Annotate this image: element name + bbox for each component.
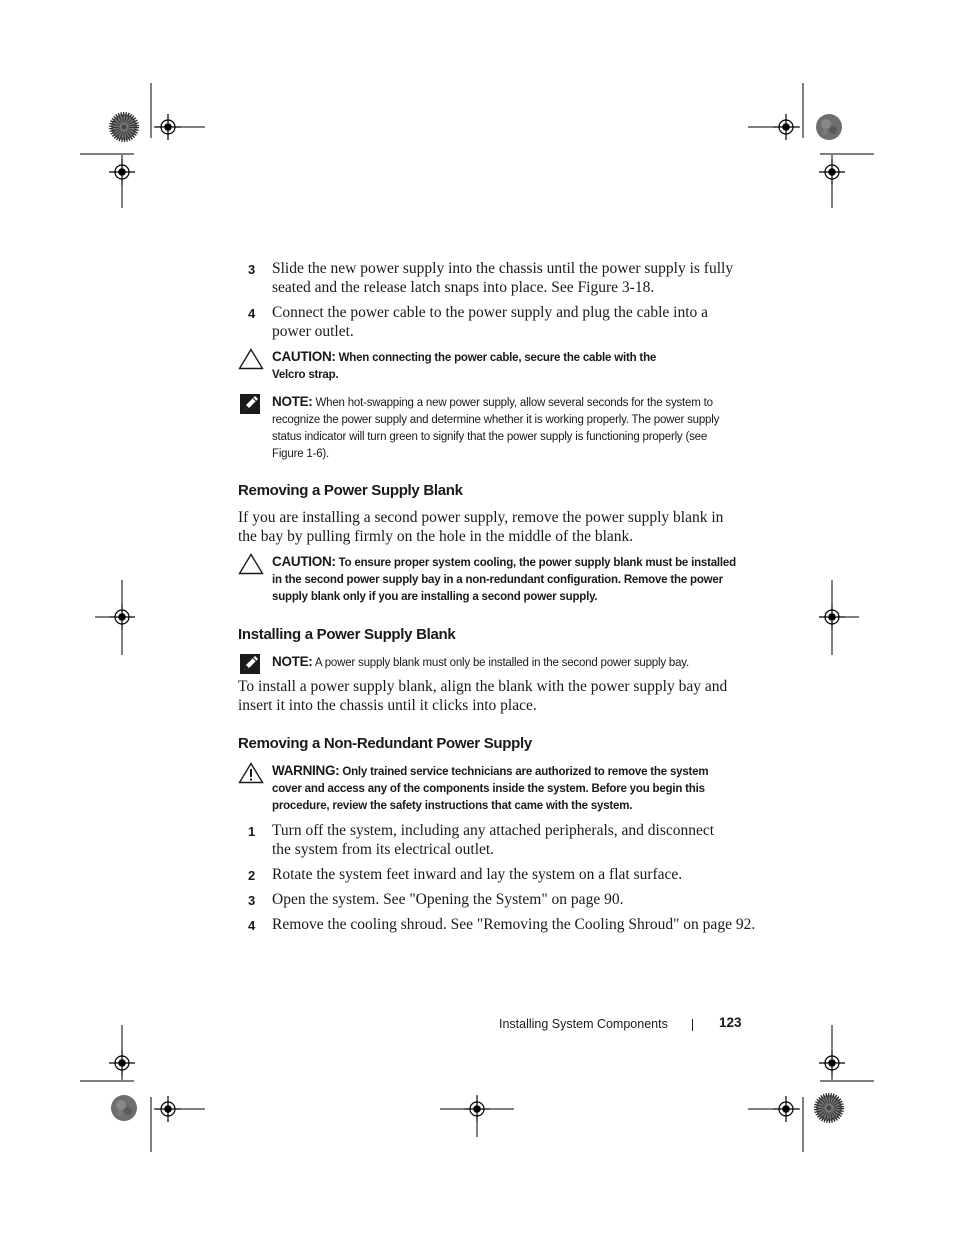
caution-triangle-icon: [238, 553, 264, 575]
registration-target-icon: [819, 1050, 845, 1076]
warning-label: WARNING:: [272, 763, 340, 778]
step-item: [248, 890, 748, 909]
registration-target-icon: [155, 1096, 181, 1122]
registration-target-icon: [155, 114, 181, 140]
note-body: [272, 393, 740, 463]
note-text: A power supply blank must only be installed in the second power supply bay.: [314, 657, 689, 669]
registration-target-icon: [109, 604, 135, 630]
caution-label: CAUTION:: [272, 349, 336, 364]
registration-target-icon: [819, 159, 845, 185]
section-heading: Removing a Power Supply Blank: [238, 482, 463, 499]
step-item: [248, 915, 756, 934]
registration-star-icon: [111, 114, 137, 140]
step-item: [248, 865, 748, 884]
caution-body: [272, 553, 740, 606]
caution-triangle-icon: [238, 348, 264, 370]
warning-notice: [238, 762, 748, 815]
step-number: 1: [248, 824, 256, 839]
caution-body: [272, 348, 692, 384]
step-number: 4: [248, 306, 256, 321]
registration-target-icon: [819, 604, 845, 630]
registration-target-icon: [464, 1096, 490, 1122]
section-heading: Installing a Power Supply Blank: [238, 626, 456, 643]
section-paragraph: If you are installing a second power supply, remove the power supply blank in the bay by pulling firmly on the hole in the middle of the blank.: [238, 509, 724, 545]
registration-target-icon: [773, 114, 799, 140]
step-item: [248, 259, 748, 297]
step-text: Slide the new power supply into the chassis until the power supply is fully seated and the release latch snaps into place. See Figure 3-18.: [272, 260, 734, 296]
footer-page-number: 123: [719, 1015, 742, 1030]
step-item: [248, 303, 748, 341]
step-item: [248, 821, 748, 859]
note-notice: [238, 653, 748, 672]
step-text: Connect the power cable to the power supply and plug the cable into a power outlet.: [272, 304, 709, 340]
step-text: Open the system. See "Opening the System" on page 90.: [272, 891, 624, 908]
section-paragraph: To install a power supply blank, align the blank with the power supply bay and insert it into the chassis until it clicks into place.: [238, 678, 728, 714]
note-notice: [238, 393, 748, 463]
warning-triangle-icon: [238, 762, 264, 784]
section-heading: Removing a Non-Redundant Power Supply: [238, 735, 532, 752]
registration-target-icon: [109, 159, 135, 185]
note-pencil-icon: [238, 653, 264, 675]
registration-gray-icon: [816, 114, 842, 140]
step-text: Rotate the system feet inward and lay the system on a flat surface.: [272, 866, 683, 883]
step-number: 3: [248, 893, 256, 908]
note-label: NOTE:: [272, 654, 313, 669]
caution-text: To ensure proper system cooling, the power supply blank must be installed in the second power supply bay in a non-redundant configuration. Remove the power supply blank only if you are installing a second power supply.: [272, 557, 736, 603]
footer-chapter-title: Installing System Components: [499, 1017, 668, 1031]
note-body: [272, 653, 740, 672]
step-number: 2: [248, 868, 256, 883]
registration-star-icon: [816, 1095, 842, 1121]
note-pencil-icon: [238, 393, 264, 415]
note-text: When hot-swapping a new power supply, allow several seconds for the system to recognize the power supply and determine whether it is working properly. The power supply status indicator will turn green to signify that the power supply is functioning properly (see Figure 1-6).: [272, 397, 720, 460]
registration-target-icon: [773, 1096, 799, 1122]
registration-target-icon: [109, 1050, 135, 1076]
warning-body: [272, 762, 740, 815]
step-number: 3: [248, 262, 256, 277]
footer-separator: [692, 1019, 693, 1031]
registration-gray-icon: [111, 1095, 137, 1121]
caution-notice: [238, 348, 748, 384]
note-label: NOTE:: [272, 394, 313, 409]
caution-notice: [238, 553, 748, 606]
step-text: Turn off the system, including any attached peripherals, and disconnect the system from its electrical outlet.: [272, 822, 715, 858]
warning-text: Only trained service technicians are authorized to remove the system cover and access any of the components inside the system. Before you begin this procedure, review the safety instructions that came with the system.: [272, 766, 709, 812]
step-number: 4: [248, 918, 256, 933]
caution-text: When connecting the power cable, secure the cable with the Velcro strap.: [272, 352, 657, 381]
caution-label: CAUTION:: [272, 554, 336, 569]
step-text: Remove the cooling shroud. See "Removing the Cooling Shroud" on page 92.: [272, 916, 756, 933]
